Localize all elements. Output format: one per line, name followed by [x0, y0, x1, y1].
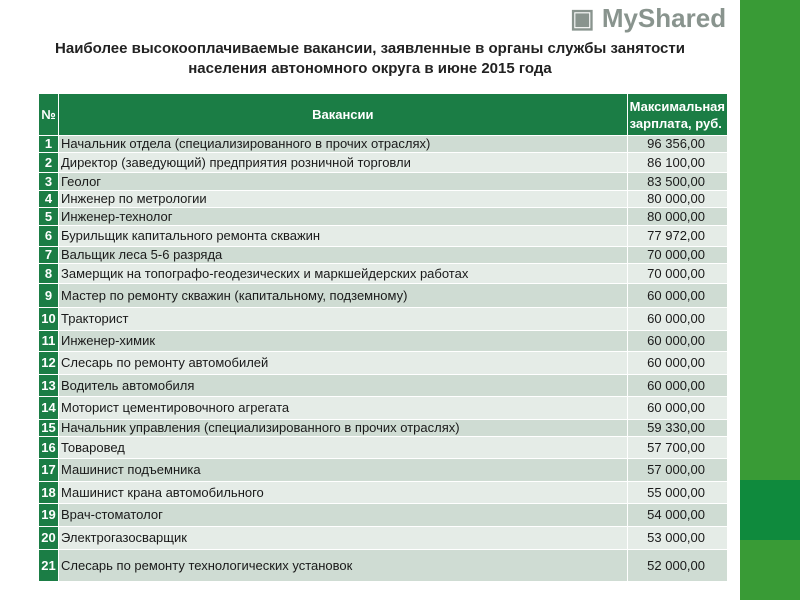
max-salary: 96 356,00 — [627, 136, 727, 153]
table-row — [39, 504, 728, 527]
row-number: 18 — [39, 482, 59, 504]
table-row — [39, 136, 728, 153]
max-salary: 80 000,00 — [627, 191, 727, 208]
vacancy-name: Инженер-химик — [59, 331, 628, 352]
vacancy-name: Товаровед — [59, 437, 628, 459]
table-row — [39, 527, 728, 550]
row-number: 11 — [39, 331, 59, 352]
max-salary: 60 000,00 — [627, 331, 727, 352]
presentation-icon: ▣ — [570, 3, 595, 33]
table-row — [39, 352, 728, 375]
vacancy-name: Мастер по ремонту скважин (капитальному, подземному) — [59, 284, 628, 308]
vacancy-name: Замерщик на топографо-геодезических и маркшейдерских работах — [59, 264, 628, 284]
max-salary: 57 000,00 — [627, 459, 727, 482]
row-number: 6 — [39, 226, 59, 247]
row-number: 7 — [39, 247, 59, 264]
table-row — [39, 375, 728, 397]
table-row — [39, 173, 728, 191]
table-row — [39, 482, 728, 504]
decorative-side-block — [740, 480, 800, 540]
max-salary: 53 000,00 — [627, 527, 727, 550]
vacancy-name: Машинист подъемника — [59, 459, 628, 482]
table-row — [39, 226, 728, 247]
table-row — [39, 550, 728, 582]
vacancy-name: Слесарь по ремонту технологических установок — [59, 550, 628, 582]
max-salary: 55 000,00 — [627, 482, 727, 504]
max-salary: 52 000,00 — [627, 550, 727, 582]
vacancy-name: Инженер по метрологии — [59, 191, 628, 208]
vacancy-name: Директор (заведующий) предприятия розничной торговли — [59, 153, 628, 173]
row-number: 19 — [39, 504, 59, 527]
slide-title — [20, 39, 720, 79]
vacancy-name: Тракторист — [59, 308, 628, 331]
header-num: № — [39, 94, 59, 136]
row-number: 13 — [39, 375, 59, 397]
max-salary: 60 000,00 — [627, 352, 727, 375]
max-salary: 59 330,00 — [627, 420, 727, 437]
row-number: 17 — [39, 459, 59, 482]
vacancy-name: Инженер-технолог — [59, 208, 628, 226]
max-salary: 60 000,00 — [627, 397, 727, 420]
header-salary: Максимальная зарплата, руб. — [627, 94, 727, 136]
max-salary: 60 000,00 — [627, 308, 727, 331]
vacancy-name: Начальник отдела (специализированного в прочих отраслях) — [59, 136, 628, 153]
vacancy-name: Слесарь по ремонту автомобилей — [59, 352, 628, 375]
vacancy-name: Вальщик леса 5-6 разряда — [59, 247, 628, 264]
vacancy-name: Врач-стоматолог — [59, 504, 628, 527]
row-number: 5 — [39, 208, 59, 226]
max-salary: 70 000,00 — [627, 264, 727, 284]
table-row — [39, 264, 728, 284]
row-number: 14 — [39, 397, 59, 420]
watermark-text: MyShared — [601, 3, 727, 33]
row-number: 3 — [39, 173, 59, 191]
vacancy-name: Геолог — [59, 173, 628, 191]
row-number: 15 — [39, 420, 59, 437]
row-number: 20 — [39, 527, 59, 550]
vacancy-name: Начальник управления (специализированного в прочих отраслях) — [59, 420, 628, 437]
row-number: 12 — [39, 352, 59, 375]
table-row — [39, 459, 728, 482]
header-vacancy: Вакансии — [59, 94, 628, 136]
watermark-logo — [570, 3, 726, 33]
vacancy-name: Электрогазосварщик — [59, 527, 628, 550]
title-line-2: населения автономного округа в июне 2015 года — [188, 60, 552, 77]
row-number: 1 — [39, 136, 59, 153]
max-salary: 54 000,00 — [627, 504, 727, 527]
table-row — [39, 284, 728, 308]
row-number: 9 — [39, 284, 59, 308]
row-number: 8 — [39, 264, 59, 284]
table-row — [39, 437, 728, 459]
table-row — [39, 308, 728, 331]
max-salary: 83 500,00 — [627, 173, 727, 191]
max-salary: 60 000,00 — [627, 375, 727, 397]
vacancy-name: Бурильщик капитального ремонта скважин — [59, 226, 628, 247]
max-salary: 80 000,00 — [627, 208, 727, 226]
vacancy-name: Машинист крана автомобильного — [59, 482, 628, 504]
table-row — [39, 420, 728, 437]
max-salary: 60 000,00 — [627, 284, 727, 308]
vacancies-table — [38, 93, 728, 582]
vacancy-name: Моторист цементировочного агрегата — [59, 397, 628, 420]
row-number: 16 — [39, 437, 59, 459]
max-salary: 86 100,00 — [627, 153, 727, 173]
row-number: 10 — [39, 308, 59, 331]
row-number: 4 — [39, 191, 59, 208]
row-number: 2 — [39, 153, 59, 173]
table-row — [39, 191, 728, 208]
title-line-1: Наиболее высокооплачиваемые вакансии, заявленные в органы службы занятости — [55, 40, 685, 57]
max-salary: 70 000,00 — [627, 247, 727, 264]
max-salary: 77 972,00 — [627, 226, 727, 247]
row-number: 21 — [39, 550, 59, 582]
table-row — [39, 153, 728, 173]
table-row — [39, 208, 728, 226]
table-row — [39, 397, 728, 420]
table-row — [39, 331, 728, 352]
max-salary: 57 700,00 — [627, 437, 727, 459]
table-row — [39, 247, 728, 264]
vacancy-name: Водитель автомобиля — [59, 375, 628, 397]
